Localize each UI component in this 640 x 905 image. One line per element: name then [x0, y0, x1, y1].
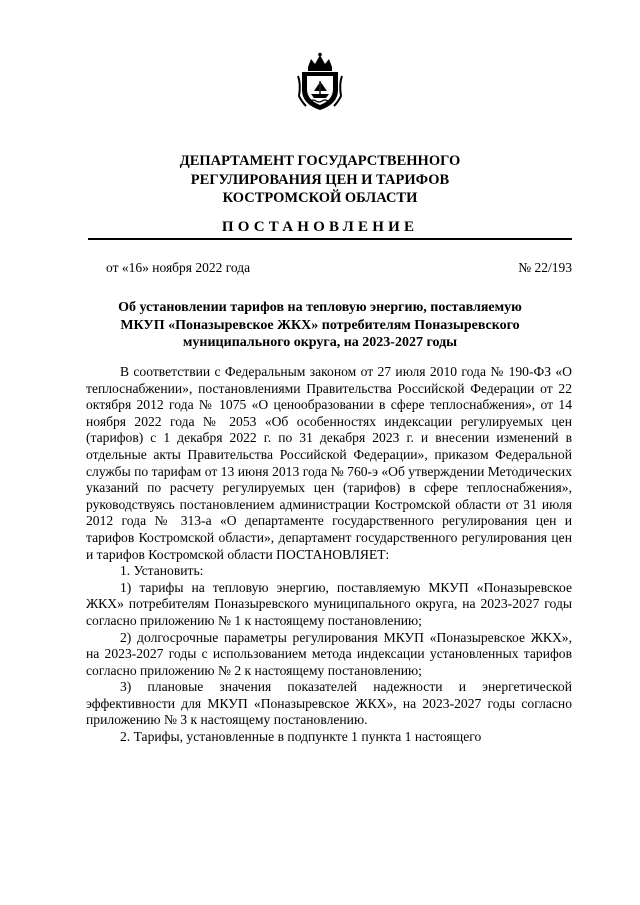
clause-1-item-1: 1) тарифы на тепловую энергию, поставляемую МКУП «Поназыревское ЖКХ» потребителям Поназыревского муниципального округа, на 2023-2027 годы согласно приложению № 1 к настоящему постановлению;: [86, 579, 572, 628]
document-body: [86, 364, 572, 746]
clause-1-item-2: 2) долгосрочные параметры регулирования МКУП «Поназыревское ЖКХ», на 2023-2027 годы с использованием метода индексации установленных тарифов согласно приложению № 2 к настоящему постановлению;: [86, 629, 572, 678]
title-line-1: Об установлении тарифов на тепловую энергию, поставляемую: [118, 300, 522, 315]
department-line-3: КОСТРОМСКОЙ ОБЛАСТИ: [222, 190, 418, 206]
coat-of-arms-emblem: [296, 52, 344, 112]
clause-2: 2. Тарифы, установленные в подпункте 1 пункта 1 настоящего: [120, 729, 482, 745]
document-number: № 22/193: [518, 260, 572, 275]
title-line-2: МКУП «Поназыревское ЖКХ» потребителям Поназыревского: [120, 317, 520, 333]
clause-1-item-3: 3) плановые значения показателей надежности и энергетической эффективности для МКУП «Поназыревское ЖКХ», на 2023-2027 годы согласно приложению № 3 к настоящему постановлению.: [86, 679, 572, 728]
document-type: ПОСТАНОВЛЕНИЕ: [221, 219, 419, 235]
document-title: [80, 299, 560, 352]
title-line-3: муниципального округа, на 2023-2027 годы: [182, 335, 458, 350]
department-line-1: ДЕПАРТАМЕНТ ГОСУДАРСТВЕННОГО: [179, 153, 461, 169]
preamble-paragraph: В соответствии с Федеральным законом от 27 июля 2010 года № 190-ФЗ «О теплоснабжении», постановлениями Правительства Российской Федерации от 22 октября 2012 года № 1075 «О ценообразовании в сфере теплоснабжения», от 14 ноября 2022 года № 2053 «Об особенностях индексации регулируемых цен (тарифов) с 1 декабря 2022 г. по 31 декабря 2023 г. и внесении изменений в отдельные акты Правительства Российской Федерации», приказом Федеральной службы по тарифам от 13 июня 2013 года № 760-э «Об утверждении Методических указаний по расчету регулируемых цен (тарифов) в сфере теплоснабжения», руководствуясь постановлением администрации Костромской области от 31 июля 2012 года № 313-а «О департаменте государственного регулирования цен и тарифов Костромской области», департамент государственного регулирования цен и тарифов Костромской области ПОСТАНОВЛЯЕТ:: [86, 364, 572, 562]
department-name: [0, 152, 640, 208]
clause-1: 1. Установить:: [120, 563, 204, 579]
header-divider: [88, 238, 572, 240]
department-line-2: РЕГУЛИРОВАНИЯ ЦЕН И ТАРИФОВ: [190, 171, 450, 188]
document-date: от «16» ноября 2022 года: [106, 260, 251, 275]
